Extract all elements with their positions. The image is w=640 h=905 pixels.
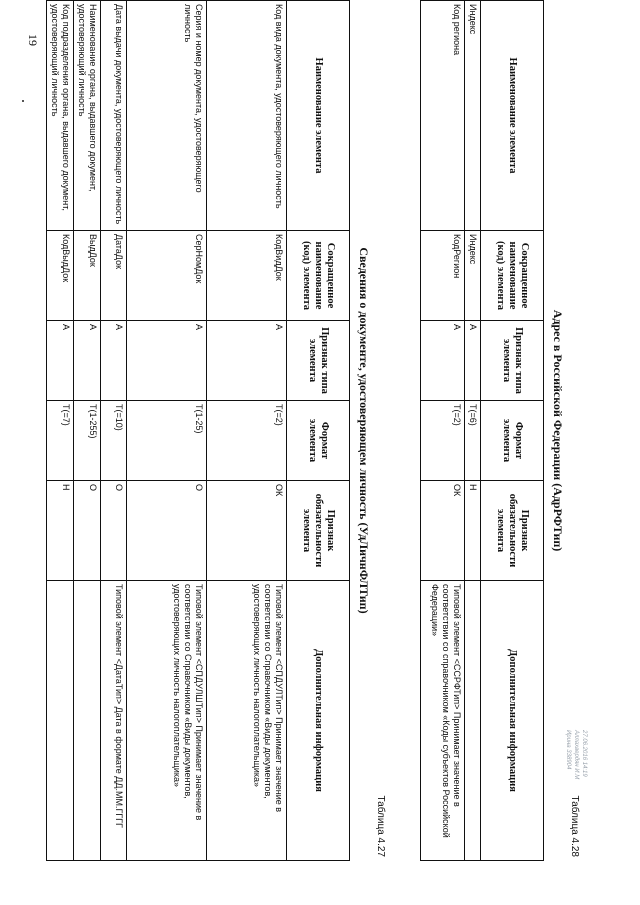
column-header: Признак обязательности элемента (481, 481, 544, 581)
column-header: Сокращенное наименование (код) элемента (287, 231, 350, 321)
table-cell: ОК (207, 481, 287, 581)
scan-dot (22, 100, 24, 102)
table-cell: А (74, 321, 101, 401)
column-header: Признак типа элемента (287, 321, 350, 401)
table-cell: КодВидДок (207, 231, 287, 321)
table-cell: ОК (421, 481, 465, 581)
section-heading: Сведения о документе, удостоверяющем личность (УдЛичнФЛТип) (357, 247, 371, 614)
column-header: Признак типа элемента (481, 321, 544, 401)
table-cell: Индекс (465, 231, 481, 321)
table-cell: А (207, 321, 287, 401)
table-cell: Типовой элемент <СПДУЛТип> Принимает значение в соответствии со Справочником «Виды документов, удостоверяющих личность налогоплательщика» (207, 581, 287, 861)
table-cell: О (74, 481, 101, 581)
table-cell: ВыдДок (74, 231, 101, 321)
table-caption: Таблица 4.28 (569, 795, 580, 857)
table-cell: Типовой элемент <ССРФТип> Принимает значение в соответствии со справочником «Коды субъектов Российской Федерации» (421, 581, 465, 861)
table-cell: Код вида документа, удостоверяющего личность (207, 1, 287, 231)
table-cell (47, 581, 74, 861)
stamp-line: 27.06.2016 14:19 (581, 730, 587, 777)
stamp-line: Аллахвердян И.М Ирина 338904 (565, 730, 579, 780)
table-row (465, 1, 481, 861)
column-header: Дополнительная информация (287, 581, 350, 861)
table-cell: О (127, 481, 207, 581)
table-cell: Индекс (465, 1, 481, 231)
table-cell: Т(=2) (421, 401, 465, 481)
table-cell: А (465, 321, 481, 401)
column-header: Формат элемента (287, 401, 350, 481)
table-cell: Типовой элемент <СПДУЛШТип> Принимает значение в соответствии со Справочником «Виды документов, удостоверяющих личность налогоплательщика» (127, 581, 207, 861)
column-header: Наименование элемента (287, 1, 350, 231)
table-cell: Т(=2) (207, 401, 287, 481)
table-cell: Т(1-25) (127, 401, 207, 481)
table-cell (74, 581, 101, 861)
table-cell: Н (47, 481, 74, 581)
table-row (421, 1, 465, 861)
table-cell: Т(=10) (101, 401, 127, 481)
table-cell (465, 581, 481, 861)
table-row (47, 1, 74, 861)
table-cell: Т(=7) (47, 401, 74, 481)
table-cell: Серия и номер документа, удостоверяющего личность (127, 1, 207, 231)
table-header-row (481, 1, 544, 861)
table-cell: А (127, 321, 207, 401)
table-cell: ДатаДок (101, 231, 127, 321)
table-cell: СерНомДок (127, 231, 207, 321)
table-row (74, 1, 101, 861)
table-cell: Т(=6) (465, 401, 481, 481)
table-cell: Н (465, 481, 481, 581)
table-row (207, 1, 287, 861)
table-cell: Т(1-255) (74, 401, 101, 481)
section-heading: Адрес в Российской Федерации (АдрРФТип) (551, 309, 565, 552)
table-caption: Таблица 4.27 (375, 795, 386, 857)
table-4-28-block (420, 0, 580, 861)
table-cell: А (101, 321, 127, 401)
table-4-27-block (46, 0, 386, 861)
column-header: Сокращенное наименование (код) элемента (481, 231, 544, 321)
data-table (46, 0, 350, 861)
table-cell: Типовой элемент <ДатаТип> Дата в формате ДД.ММ.ГГГГ (101, 581, 127, 861)
table-cell: Дата выдачи документа, удостоверяющего личность (101, 1, 127, 231)
column-header: Формат элемента (481, 401, 544, 481)
table-row (127, 1, 207, 861)
column-header: Наименование элемента (481, 1, 544, 231)
table-header-row (287, 1, 350, 861)
table-cell: А (47, 321, 74, 401)
table-cell: О (101, 481, 127, 581)
data-table (420, 0, 544, 861)
table-cell: КодРегион (421, 231, 465, 321)
column-header: Дополнительная информация (481, 581, 544, 861)
electronic-stamp (564, 730, 588, 782)
column-header: Признак обязательности элемента (287, 481, 350, 581)
table-row (101, 1, 127, 861)
table-cell: Код региона (421, 1, 465, 231)
page-number: 19 (26, 34, 40, 46)
table-cell: А (421, 321, 465, 401)
table-cell: КодВыдДок (47, 231, 74, 321)
table-cell: Наименование органа, выдавшего документ, удостоверяющий личность (74, 1, 101, 231)
table-cell: Код подразделения органа, выдавшего документ, удостоверяющий личность (47, 1, 74, 231)
